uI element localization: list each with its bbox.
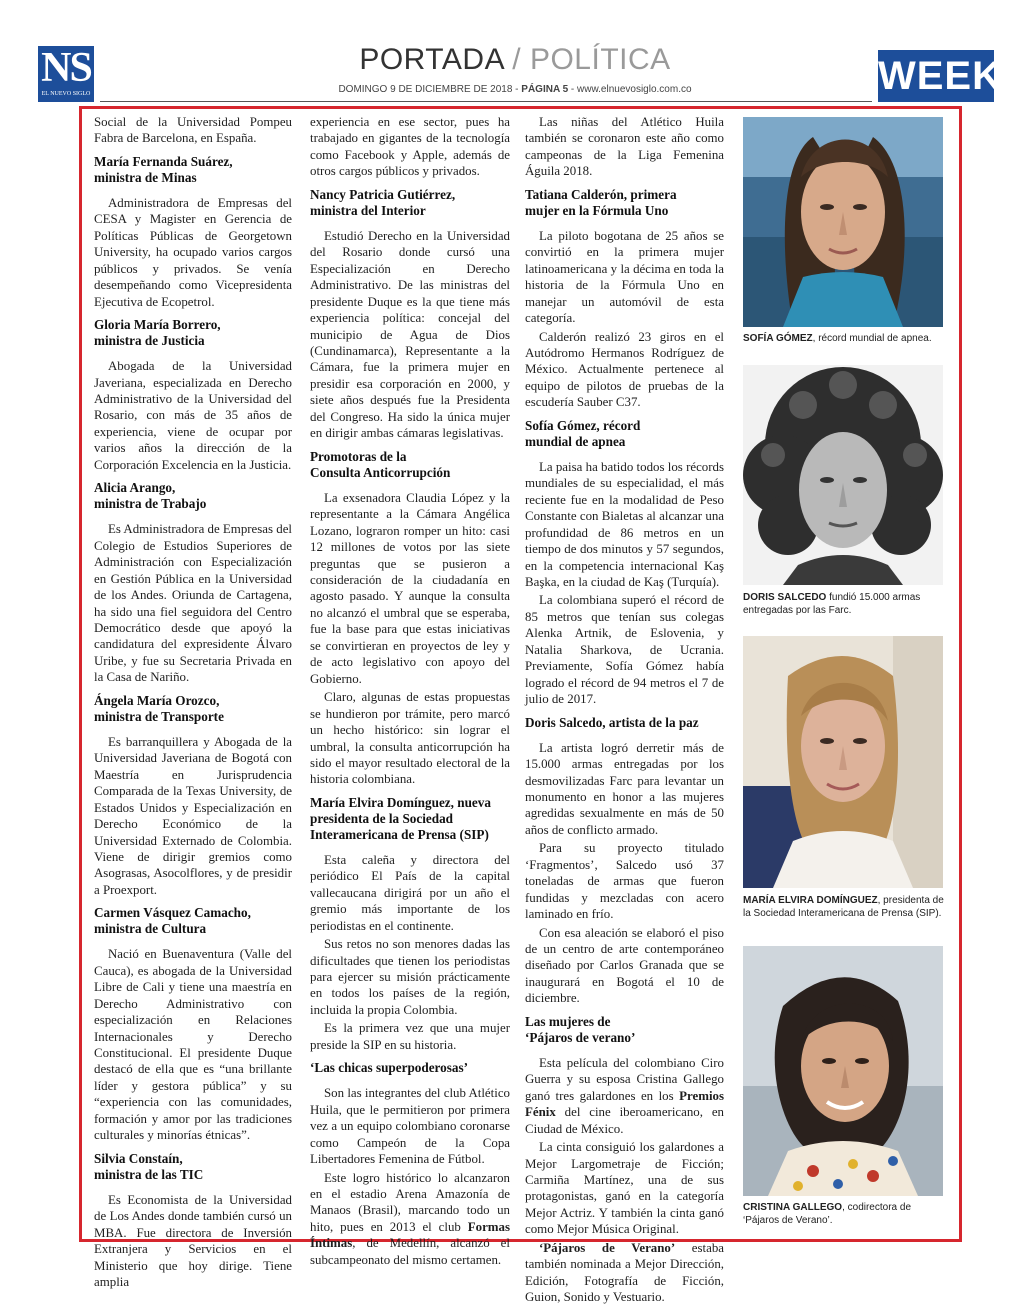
text-run: estaba también nominada a Mejor Dirección, Edición, Fotografía de Ficción, Guion, Sonido y Vestuario. (525, 1240, 724, 1305)
text-run: Esta película del colombiano Ciro Guerra y su esposa Cristina Gallego ganó tres galardones en los (525, 1055, 724, 1103)
edition-line (300, 83, 730, 97)
portrait-image (743, 636, 943, 888)
heading-line: Consulta Anticorrupción (310, 464, 451, 480)
photo-caption (743, 332, 948, 345)
profile-heading (310, 187, 510, 219)
paragraph: Social de la Universidad Pompeu Fabra de Barcelona, en España. (94, 115, 292, 146)
heading-line: mujer en la Fórmula Uno (525, 202, 669, 218)
caption-name: DORIS SALCEDO (743, 592, 827, 603)
heading-role: ministra de Justicia (94, 333, 205, 349)
portrait-image (743, 946, 943, 1196)
paragraph: Nació en Buenaventura (Valle del Cauca), es abogada de la Universidad Libre de Cali y tiene una maestría en Derecho Administrativo con especialización en Relaciones Internacionales y Derecho Constitucional. El presidente Duque destacó de ella que es “una brillante líder y gestora pública” y su “experiencia con las comunidades, formación y amor por las tradiciones culturales y minorías étnicas”. (94, 947, 292, 1143)
paragraph: La piloto bogotana de 25 años se convirtió en la primera mujer latinoamericana y la décima en toda la historia de la Fórmula Uno en manejar un automóvil de esta categoría. (525, 228, 724, 326)
paragraph: Administradora de Empresas del CESA y Magister en Gerencia de Políticas Públicas de Georgetown University, ha ocupado varios cargos públicos y privados. Se venía desempeñando como Vicepresidenta Ejecutiva de Ecopetrol. (94, 195, 292, 309)
heading-role: ministra de Trabajo (94, 496, 207, 512)
paragraph: Estudió Derecho en la Universidad del Rosario donde cursó una Especialización en Derecho Administrativo. De las ministras del presidente Duque es la que tiene más experiencia política: concejal del municipio de Agua de Dios (Cundinamarca), Representante a la Cámara, fue la primera mujer en presidir esa corporación en 2000, y siete años después fue la Presidenta del Congreso. Ha sido la única mujer en dirigir ambas cámaras legislativas. (310, 228, 510, 441)
profile-heading: ‘Las chicas superpoderosas’ (310, 1060, 469, 1076)
paragraph: Calderón realizó 23 giros en el Autódromo Hermanos Rodríguez de México. Actualmente pertenece al equipo de pilotos de pruebas de la escudería Sauber C37. (525, 329, 724, 410)
heading-role: ministra de las TIC (94, 1166, 204, 1182)
paragraph: Es barranquillera y Abogada de la Universidad Javeriana de Bogotá con Maestría en Jurisprudencia Comparada de la Texas University, de Estados Unidos y Especialización en Derecho Económico de la Universidad Externado de Colombia. Viene de dirigir gremios como Asograsas, Asocolflores, y de presidir a Proexport. (94, 734, 292, 897)
profile-heading (94, 1151, 292, 1183)
paragraph: Son las integrantes del club Atlético Huila, que le permitieron por primera vez a un equipo colombiano coronarse como Campeón de la Copa Libertadores Femenina de Fútbol. (310, 1086, 510, 1167)
heading-name: Ángela María Orozco, (94, 692, 220, 708)
heading-line: Las mujeres de (525, 1013, 611, 1029)
paragraph: Las niñas del Atlético Huila también se coronaron este año como campeonas de la Liga Femenina Águila 2018. (525, 115, 724, 179)
profile-heading: Doris Salcedo, artista de la paz (525, 714, 699, 730)
paragraph: Es Economista de la Universidad de Los Andes donde también cursó un MBA. Fue directora de Inversión Extranjera y Servicios en el Ministerio que hoy dirige. Tiene amplia (94, 1192, 292, 1290)
heading-role: ministra de Cultura (94, 921, 207, 937)
article-column-1 (94, 114, 292, 1292)
heading-name: Nancy Patricia Gutiérrez, (310, 186, 456, 202)
photo-cristina-gallego[interactable] (743, 946, 943, 1196)
article-column-3 (525, 114, 724, 1308)
week-badge[interactable]: WEEK (878, 50, 994, 102)
page-number: PÁGINA 5 (521, 84, 569, 95)
paragraph: La exsenadora Claudia López y la representante a la Cámara Angélica Lozano, lograron romper un hito: casi 12 millones de votos por las siete preguntas que se pusieron a consideración de la ciudadanía en agosto pasado. Y aunque la consulta no alcanzó el umbral que se esperaba, fue la base para que estas iniciativas se convirtieran en proyectos de ley y de acto legislativo con apoyo del Gobierno. (310, 490, 510, 686)
profile-heading: María Elvira Domínguez, nueva presidenta de la Sociedad Interamericana de Prensa (SIP) (310, 794, 491, 842)
caption-name: SOFÍA GÓMEZ (743, 333, 813, 344)
paragraph: experiencia en ese sector, pues ha trabajado en gigantes de la tecnología como Facebook y Apple, además de otros cargos públicos y privados. (310, 115, 510, 179)
paragraph: La artista logró derretir más de 15.000 armas entregadas por los desmovilizadas Farc para levantar un monumento en honor a las mujeres agredidas sexualmente en más de 50 años de conflicto armado. (525, 740, 724, 837)
profile-heading (94, 154, 292, 186)
header-rule (100, 101, 872, 102)
paragraph: La paisa ha batido todos los récords mundiales de su especialidad, el más reciente fue en la modalidad de Peso Constante con Bialetas al alcanzar una profundidad de 86 metros en un tiempo de dos minutos y 57 segundos, en la competencia internacional Kaş Başka, en la ciudad de Kaş (Turquía). (525, 459, 724, 589)
photo-caption (743, 894, 948, 920)
paragraph (310, 1170, 510, 1269)
heading-name: María Fernanda Suárez, (94, 153, 233, 169)
article-column-2 (310, 114, 510, 1270)
caption-name: CRISTINA GALLEGO (743, 1202, 843, 1213)
section-separator: / (503, 43, 530, 76)
caption-text: , codirectora de ‘Pájaros de Verano’. (743, 1202, 912, 1226)
caption-text: , récord mundial de apnea. (812, 333, 932, 344)
heading-line: Promotoras de la (310, 448, 407, 464)
paragraph: La colombiana superó el récord de 85 metros que tenían sus colegas Alenka Artnik, de Eslovenia, y Natalia Sharkova, de Ucrania. Previamente, Sofía Gómez había logrado el récord de 94 metros el 7 de julio de 2017. (525, 593, 724, 707)
paragraph: Es Administradora de Empresas del Colegio de Estudios Superiores de Administración con Especialización en Gestión Pública en la Universidad de los Andes. Oriunda de Cartagena, ha sido una fiel seguidora del Centro Democrático desde que apoyó la candidatura del expresidente Álvaro Uribe, y fue su Secretaria Privada en la Casa de Nariño. (94, 522, 293, 685)
heading-name: Alicia Arango, (94, 480, 176, 496)
portrait-image (743, 365, 943, 585)
heading-line: mundial de apnea (525, 433, 626, 449)
bold-run: ‘Pájaros de Verano’ (539, 1240, 676, 1255)
heading-line: Tatiana Calderón, primera (525, 186, 677, 202)
profile-heading (94, 693, 292, 725)
heading-role: ministra del Interior (310, 202, 426, 218)
bold-run: Premios Fénix (525, 1088, 724, 1120)
caption-text: , presidenta de la Sociedad Interamericana de Prensa (SIP). (743, 895, 944, 919)
logo-mark: NS (41, 45, 91, 91)
edition-website: - www.elnuevosiglo.com.co (568, 84, 692, 95)
caption-text: fundió 15.000 armas entregadas por las Farc. (743, 592, 921, 616)
portrait-image (743, 117, 943, 327)
section-title (330, 42, 700, 78)
photo-caption (743, 591, 948, 617)
text-run: del cine iberoamericano, en Ciudad de México. (525, 1105, 724, 1136)
caption-name: MARÍA ELVIRA DOMÍNGUEZ (743, 895, 878, 906)
profile-heading (94, 480, 292, 512)
heading-role: ministra de Minas (94, 169, 197, 185)
paragraph: Abogada de la Universidad Javeriana, especializada en Derecho Administrativo de la Universidad del Rosario, con más de 35 años de experiencia, viene de ocupar por varios años la dirección de la Corporación Excelencia en la Justicia. (94, 359, 292, 472)
paragraph (525, 1240, 724, 1306)
bold-run: Formas Íntimas (310, 1219, 510, 1251)
profile-heading (525, 418, 724, 450)
paragraph: Sus retos no son menores dadas las dificultades que tienen los periodistas para ejercer su misión prácticamente en todos los países de la región, incluida la propia Colombia. (310, 937, 510, 1017)
paragraph: Con esa aleación se elaboró el piso de un centro de arte contemporáneo diseñado por Carlos Granada que se inaugurará en Bogotá el 10 de diciembre. (525, 925, 724, 1006)
heading-line: Sofía Gómez, récord (525, 417, 641, 433)
profile-heading (525, 187, 724, 219)
photo-caption (743, 1201, 948, 1227)
edition-date: DOMINGO 9 DE DICIEMBRE DE 2018 - (338, 84, 522, 95)
heading-name: Silvia Constaín, (94, 1150, 183, 1166)
profile-heading (525, 1014, 724, 1046)
paragraph: Esta caleña y directora del periódico El País de la capital vallecaucana dirigirá por un año el gremio más importante de los periodistas en el continente. (310, 852, 510, 933)
paragraph (525, 1055, 724, 1137)
text-run: , de Medellín, alcanzó el subcampeonato del mismo certamen. (310, 1236, 510, 1267)
profile-heading (310, 449, 510, 481)
newspaper-logo[interactable] (38, 46, 94, 102)
profile-heading (94, 317, 292, 349)
logo-subtitle: EL NUEVO SIGLO (41, 91, 91, 97)
photo-maria-elvira-dominguez[interactable] (743, 636, 943, 888)
paragraph: Para su proyecto titulado ‘Fragmentos’, Salcedo usó 37 toneladas de armas que fueron fundidas y mezcladas con acero laminado en frío. (525, 841, 724, 922)
paragraph: Claro, algunas de estas propuestas se hundieron por trámite, pero marcó un hecho histórico: sin lograr el umbral, la consulta anticorrupción ha sido el mayor resultado electoral de la historia colombiana. (310, 690, 510, 787)
paragraph: La cinta consiguió los galardones a Mejor Largometraje de Ficción; Carmiña Martínez, una de sus protagonistas, ganó en la categoría Mejor Actriz. Y también la cinta ganó como Mejor Música Original. (525, 1140, 724, 1237)
section-sub: POLÍTICA (529, 43, 671, 76)
profile-heading (94, 905, 292, 937)
photo-doris-salcedo[interactable] (743, 365, 943, 585)
heading-line: ‘Pájaros de verano’ (525, 1029, 636, 1045)
heading-role: ministra de Transporte (94, 708, 224, 724)
heading-name: Carmen Vásquez Camacho, (94, 905, 251, 921)
photo-sofia-gomez[interactable] (743, 117, 943, 327)
heading-name: Gloria María Borrero, (94, 317, 221, 333)
section-main: PORTADA (359, 43, 504, 76)
text-run: Este logro histórico lo alcanzaron en el estadio Arena Amazonía de Manaos (Brasil), marcando todo un hito, pues en 2013 el club (310, 1170, 510, 1234)
paragraph: Es la primera vez que una mujer preside la SIP en su historia. (310, 1021, 510, 1052)
